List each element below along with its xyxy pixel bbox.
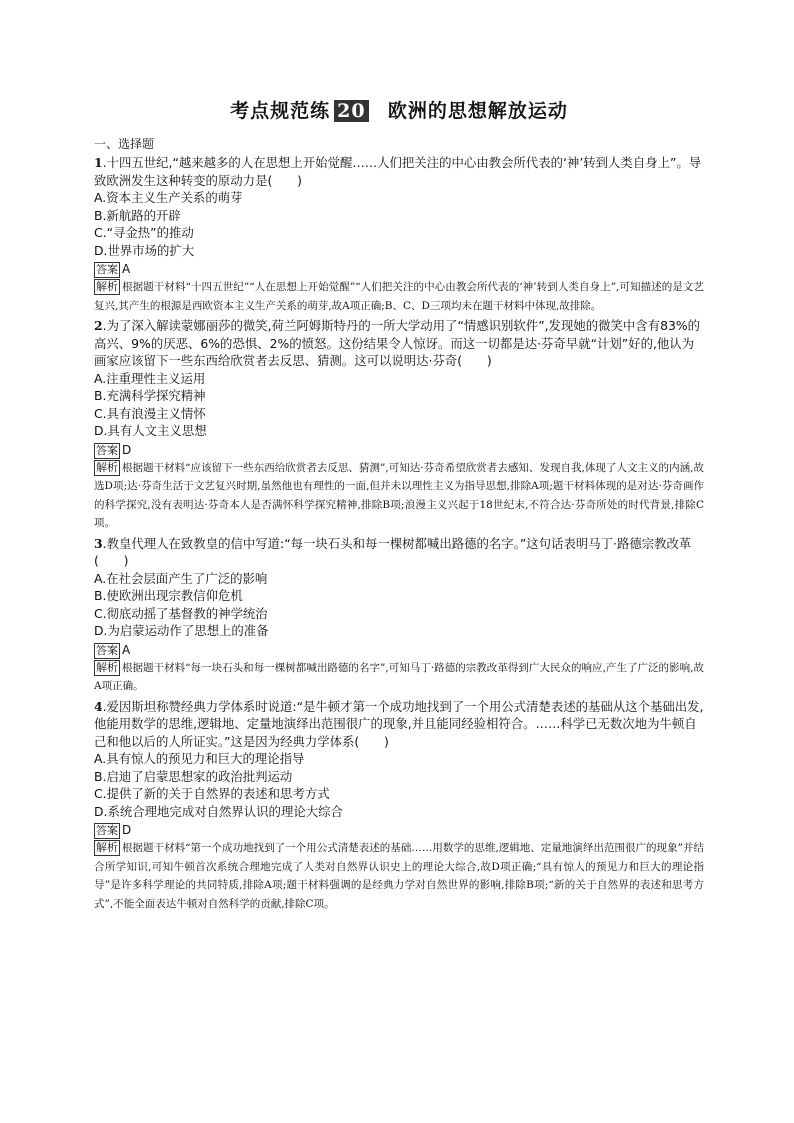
answer-tag: 答案	[96, 263, 118, 276]
analysis-tag: 解析	[96, 280, 118, 293]
analysis-text: 根据题干材料“应该留下一些东西给欣赏者去反思、猜测”,可知达·芬奇希望欣赏者去感知、发现自我,体现了人文主义的内涵,故选D项;达·芬奇生活于文艺复兴时期,虽然他也有理性的一面,但并未以理性主义为指导思想,排除A项;题干材料体现的是对达·芬奇画作的科学探究,没有表明达·芬奇本人是否满怀科学探究精神,排除B项;浪漫主义兴起于18世纪末,不符合达·芬奇所处的时代背景,排除C项。	[94, 461, 704, 529]
question-stem	[94, 317, 704, 370]
question-text: .为了深入解读蒙娜丽莎的微笑,荷兰阿姆斯特丹的一所大学动用了“情感识别软件”,发现她的微笑中含有83%的高兴、9%的厌恶、6%的恐惧、2%的愤怒。这份结果令人惊讶。而这一切都是达·芬奇早就“计划”好的,他认为画家应该留下一些东西给欣赏者去反思、猜测。这可以说明达·芬奇( )	[94, 318, 701, 368]
title-suffix: 欧洲的思想解放运动	[387, 100, 568, 122]
worksheet-page	[94, 96, 704, 913]
lesson-number-badge: 20	[334, 100, 368, 122]
option-a: A.具有惊人的预见力和巨大的理论指导	[94, 751, 305, 766]
answer-value: A	[122, 642, 131, 657]
analysis-line	[94, 459, 704, 533]
answer-tag: 答案	[96, 443, 118, 457]
option-d: D.世界市场的扩大	[94, 242, 195, 258]
option-d: D.为启蒙运动作了思想上的准备	[94, 623, 269, 638]
analysis-tag: 解析	[96, 460, 118, 474]
answer-line	[94, 260, 704, 278]
option-a: A.在社会层面产生了广泛的影响	[94, 570, 268, 586]
question-number: 1	[94, 155, 103, 170]
answer-value: D	[122, 823, 132, 837]
analysis-line	[94, 839, 704, 913]
analysis-text: 根据题干材料“每一块石头和每一棵树都喊出路德的名字”,可知马丁·路德的宗教改革得到广大民众的响应,产生了广泛的影响,故A项正确。	[94, 661, 704, 692]
question-text: .十四五世纪,“越来越多的人在思想上开始觉醒……人们把关注的中心由教会所代表的‘神’转到人类自身上”。导致欧洲发生这种转变的原动力是( )	[94, 155, 702, 188]
section-heading: 一、选择题	[94, 137, 155, 151]
answer-value: D	[122, 442, 132, 457]
option-a: A.资本主义生产关系的萌芽	[94, 190, 243, 205]
analysis-line	[94, 659, 704, 696]
option-b: B.充满科学探究精神	[94, 388, 206, 403]
answer-value: A	[122, 262, 131, 276]
answer-tag: 答案	[96, 824, 118, 837]
analysis-line	[94, 278, 704, 315]
analysis-tag: 解析	[96, 660, 118, 674]
option-d: D.系统合理地完成对自然界认识的理论大综合	[94, 803, 343, 819]
question-text: .爱因斯坦称赞经典力学体系时说道:“是牛顿才第一个成功地找到了一个用公式清楚表述的基础从这个基础出发,他能用数学的思维,逻辑地、定量地演绎出范围很广的现象,并且能同经验相符合。……科学已无数次地为牛顿自己和他以后的人所证实。”这是因为经典力学体系( )	[94, 698, 704, 749]
option-c: C.具有浪漫主义情怀	[94, 405, 206, 421]
option-c: C.彻底动摇了基督教的神学统治	[94, 605, 268, 621]
question-number: 2	[94, 318, 103, 333]
page-title	[94, 96, 704, 123]
option-b: B.新航路的开辟	[94, 207, 181, 223]
option-b: B.启迪了启蒙思想家的政治批判运动	[94, 768, 293, 784]
question-4	[94, 698, 704, 914]
option-d: D.具有人文主义思想	[94, 423, 207, 438]
title-prefix: 考点规范练	[230, 100, 331, 122]
question-2	[94, 317, 704, 533]
question-number: 3	[94, 535, 103, 551]
analysis-text: 根据题干材料“第一个成功地找到了一个用公式清楚表述的基础……用数学的思维,逻辑地、定量地演绎出范围很广的现象”并结合所学知识,可知牛顿首次系统合理地完成了人类对自然界认识史上的理论大综合,故D项正确;“具有惊人的预见力和巨大的理论指导”是许多科学理论的共同特质,排除A项;题干材料强调的是经典力学对自然世界的影响,排除B项;“新的关于自然界的表述和思考方式”,不能全面表达牛顿对自然科学的贡献,排除C项。	[94, 842, 704, 910]
option-c: C.提供了新的关于自然界的表述和思考方式	[94, 786, 330, 801]
question-1	[94, 154, 704, 315]
option-c: C.“寻金热”的推动	[94, 225, 194, 240]
answer-tag: 答案	[96, 643, 118, 657]
question-3	[94, 535, 704, 696]
analysis-tag: 解析	[96, 841, 118, 854]
answer-line	[94, 821, 704, 839]
answer-line	[94, 641, 704, 659]
option-a: A.注重理性主义运用	[94, 370, 206, 386]
option-b: B.使欧洲出现宗教信仰危机	[94, 588, 243, 603]
question-stem	[94, 535, 704, 570]
analysis-text: 根据题干材料“十四五世纪”“人在思想上开始觉醒”“人们把关注的中心由教会所代表的‘神’转到人类自身上”,可知描述的是文艺复兴,其产生的根源是西欧资本主义生产关系的萌芽,故A项正确;B、C、D三项均未在题干材料中体现,故排除。	[94, 281, 704, 312]
question-stem	[94, 698, 704, 751]
question-text: .教皇代理人在致教皇的信中写道:“每一块石头和每一棵树都喊出路德的名字。”这句话表明马丁·路德宗教改革( )	[94, 535, 692, 568]
question-stem	[94, 154, 704, 189]
question-number: 4	[94, 698, 103, 714]
answer-line	[94, 441, 704, 459]
